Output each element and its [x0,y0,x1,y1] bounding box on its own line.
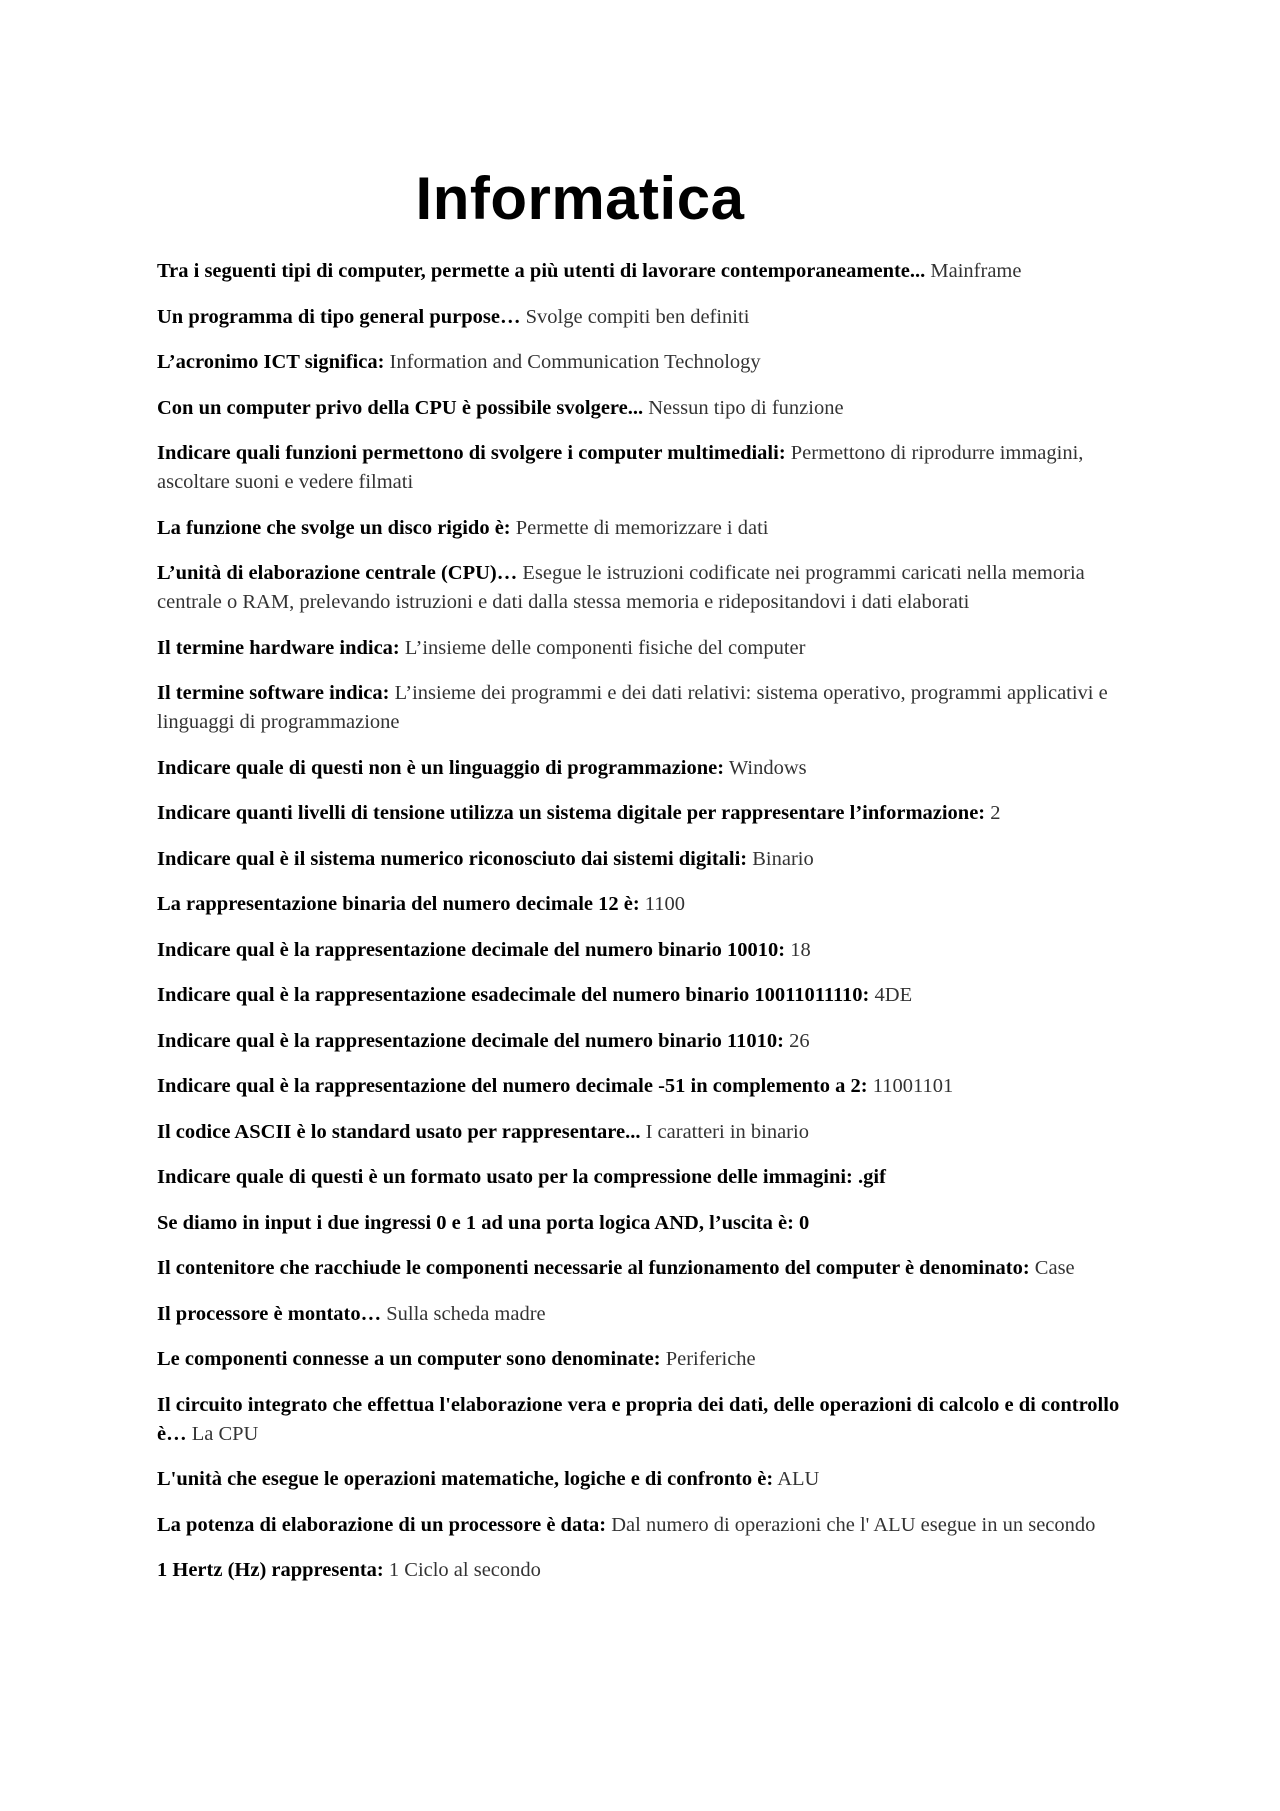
answer: 11001101 [872,1075,954,1097]
answer: Nessun tipo di funzione [648,396,844,419]
answer: I caratteri in binario [645,1120,809,1143]
question: Indicare quali funzioni permettono di svolgere i computer multimediali: [157,442,786,464]
question: Il contenitore che racchiude le componenti necessarie al funzionamento del computer è denominato: [157,1257,1030,1279]
question: Le componenti connesse a un computer sono denominate: [157,1348,661,1370]
question: Il processore è montato… [157,1302,382,1325]
qa-item [157,348,1137,377]
question: Se diamo in input i due ingressi 0 e 1 ad una porta logica AND, l’uscita è: [157,1211,794,1234]
answer: Binario [752,847,814,870]
question: 1 Hertz (Hz) rappresenta: [157,1559,384,1581]
qa-item [157,890,1137,919]
qa-item [157,1118,1137,1147]
qa-item [157,1556,1137,1585]
question: Indicare quale di questi non è un linguaggio di programmazione: [157,756,725,779]
answer: Case [1034,1257,1075,1279]
answer: Mainframe [930,260,1022,282]
answer: Sulla scheda madre [386,1302,546,1325]
qa-item [157,1391,1137,1449]
answer: 0 [799,1211,810,1234]
answer: 26 [789,1029,810,1052]
answer: .gif [858,1166,886,1188]
qa-item [157,303,1137,332]
qa-item [157,1163,1137,1192]
question: L’acronimo ICT significa: [157,351,385,373]
qa-item [157,634,1137,663]
question: Indicare qual è la rappresentazione decimale del numero binario 10010: [157,938,786,961]
answer: 1100 [644,893,686,915]
question: Il termine software indica: [157,682,390,704]
answer: Information and Communication Technology [389,351,761,373]
qa-item [157,1209,1137,1238]
answer: Esegue le istruzioni codificate nei programmi caricati nella memoria centrale o RAM, prelevando istruzioni e dati dalla stessa memoria e ridepositandovi i dati elaborati [157,562,1085,613]
qa-item [157,1465,1137,1494]
question: Indicare qual è la rappresentazione decimale del numero binario 11010: [157,1029,784,1052]
qa-item [157,1300,1137,1329]
answer: Windows [728,756,807,779]
question: Il termine hardware indica: [157,636,400,659]
question: Il codice ASCII è lo standard usato per rappresentare... [157,1120,641,1143]
qa-item [157,981,1137,1010]
answer: Permettono di riprodurre immagini, ascoltare suoni e vedere filmati [157,442,1084,493]
qa-item [157,559,1137,617]
question: Con un computer privo della CPU è possibile svolgere... [157,396,644,419]
page-title: Informatica [415,165,745,232]
qa-item [157,1254,1137,1283]
answer: L’insieme delle componenti fisiche del computer [404,636,806,659]
answer: 1 Ciclo al secondo [388,1559,541,1581]
qa-item [157,936,1137,965]
qa-item [157,679,1137,737]
qa-item [157,394,1137,423]
answer: 2 [990,802,1001,824]
answer: 18 [790,938,811,961]
answer: Periferiche [665,1348,756,1370]
answer: Dal numero di operazioni che l' ALU esegue in un secondo [611,1513,1096,1536]
qa-item [157,1511,1137,1540]
answer: Svolge compiti ben definiti [525,305,750,328]
question: La potenza di elaborazione di un processore è data: [157,1513,607,1536]
question: L'unità che esegue le operazioni matematiche, logiche e di confronto è: [157,1468,774,1490]
question: Indicare qual è la rappresentazione esadecimale del numero binario 10011011110: [157,984,870,1006]
qa-item [157,439,1137,497]
qa-list [157,257,1137,1602]
qa-item [157,1345,1137,1374]
answer: 4DE [874,984,913,1006]
question: La rappresentazione binaria del numero decimale 12 è: [157,893,640,915]
qa-item [157,514,1137,543]
question: Tra i seguenti tipi di computer, permette a più utenti di lavorare contemporaneamente... [157,260,926,282]
question: Indicare qual è il sistema numerico riconosciuto dai sistemi digitali: [157,847,748,870]
qa-item [157,799,1137,828]
answer: Permette di memorizzare i dati [515,516,769,539]
question: La funzione che svolge un disco rigido è: [157,516,511,539]
qa-item [157,1072,1137,1101]
qa-item [157,845,1137,874]
question: L’unità di elaborazione centrale (CPU)… [157,562,518,584]
question: Indicare qual è la rappresentazione del numero decimale -51 in complemento a 2: [157,1075,868,1097]
question: Indicare quanti livelli di tensione utilizza un sistema digitale per rappresentare l’informazione: [157,802,986,824]
qa-item [157,754,1137,783]
answer: ALU [777,1468,820,1490]
question: Il circuito integrato che effettua l'elaborazione vera e propria dei dati, delle operazioni di calcolo e di controllo è… [157,1393,1120,1445]
answer: La CPU [191,1422,259,1445]
question: Indicare quale di questi è un formato usato per la compressione delle immagini: [157,1166,853,1188]
qa-item [157,257,1137,286]
qa-item [157,1027,1137,1056]
answer: L’insieme dei programmi e dei dati relativi: sistema operativo, programmi applicativi e linguaggi di programmazione [157,682,1108,733]
question: Un programma di tipo general purpose… [157,305,521,328]
